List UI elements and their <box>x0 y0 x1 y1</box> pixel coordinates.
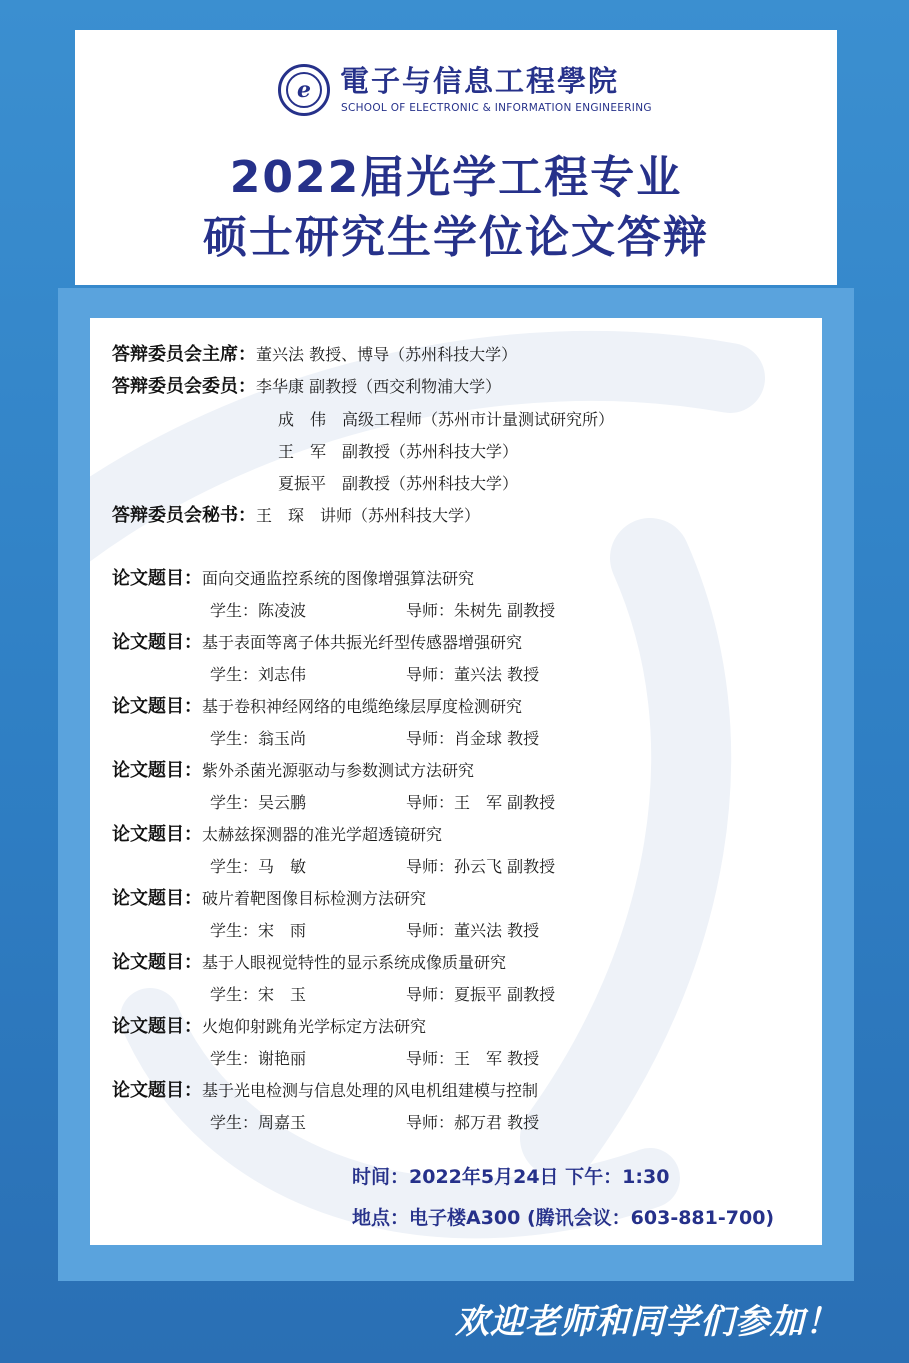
thesis-title-row <box>112 568 474 590</box>
thesis-title-row <box>112 1016 426 1038</box>
thesis-title: 基于人眼视觉特性的显示系统成像质量研究 <box>202 953 507 972</box>
thesis-title-row <box>112 696 522 718</box>
thesis-advisor: 导师：孙云飞 副教授 <box>406 857 556 876</box>
thesis-title: 面向交通监控系统的图像增强算法研究 <box>202 569 475 588</box>
thesis-student: 学生：马 敏 <box>210 857 307 876</box>
thesis-advisor: 导师：朱树先 副教授 <box>406 601 556 620</box>
chair-label: 答辩委员会主席： <box>112 344 256 365</box>
thesis-title-row <box>112 952 506 974</box>
thesis-advisor: 导师：夏振平 副教授 <box>406 985 556 1004</box>
school-name-cn: 電子与信息工程學院 <box>340 64 620 98</box>
thesis-title-row <box>112 632 522 654</box>
logo-letter: e <box>286 72 322 108</box>
thesis-label: 论文题目： <box>112 824 202 845</box>
committee-members-row <box>112 376 501 398</box>
thesis-student: 学生：陈凌波 <box>210 601 307 620</box>
content-card <box>90 318 822 1245</box>
thesis-title: 基于卷积神经网络的电缆绝缘层厚度检测研究 <box>202 697 523 716</box>
thesis-title: 基于光电检测与信息处理的风电机组建模与控制 <box>202 1081 539 1100</box>
secretary-value: 王 琛 讲师（苏州科技大学） <box>256 506 481 525</box>
thesis-advisor: 导师：董兴法 教授 <box>406 921 540 940</box>
title-line-1: 2022届光学工程专业 <box>229 152 683 203</box>
member-item: 王 军 副教授（苏州科技大学） <box>278 442 519 461</box>
thesis-advisor: 导师：董兴法 教授 <box>406 665 540 684</box>
member-item: 夏振平 副教授（苏州科技大学） <box>278 474 519 493</box>
member-item: 李华康 副教授（西交利物浦大学） <box>256 377 502 396</box>
thesis-student: 学生：吴云鹏 <box>210 793 307 812</box>
thesis-advisor: 导师：肖金球 教授 <box>406 729 540 748</box>
thesis-label: 论文题目： <box>112 632 202 653</box>
secretary-label: 答辩委员会秘书： <box>112 505 256 526</box>
thesis-title: 基于表面等离子体共振光纤型传感器增强研究 <box>202 633 523 652</box>
school-name-en: SCHOOL OF ELECTRONIC & INFORMATION ENGINEERING <box>341 102 652 114</box>
thesis-advisor: 导师：王 军 教授 <box>406 1049 540 1068</box>
thesis-student: 学生：宋 玉 <box>210 985 307 1004</box>
thesis-title: 破片着靶图像目标检测方法研究 <box>202 889 427 908</box>
committee-secretary-row <box>112 505 480 527</box>
thesis-label: 论文题目： <box>112 952 202 973</box>
school-logo-icon <box>278 64 330 116</box>
poster-title <box>75 148 837 268</box>
welcome-banner: 欢迎老师和同学们参加！ <box>455 1302 840 1342</box>
thesis-label: 论文题目： <box>112 1016 202 1037</box>
thesis-label: 论文题目： <box>112 696 202 717</box>
thesis-title: 火炮仰射跳角光学标定方法研究 <box>202 1017 427 1036</box>
defense-place: 地点：电子楼A300 (腾讯会议：603-881-700) <box>352 1207 775 1229</box>
member-item: 成 伟 高级工程师（苏州市计量测试研究所） <box>278 410 615 429</box>
committee-chair-row <box>112 344 517 366</box>
thesis-title-row <box>112 888 426 910</box>
thesis-label: 论文题目： <box>112 568 202 589</box>
thesis-title-row <box>112 824 442 846</box>
defense-time: 时间：2022年5月24日 下午：1:30 <box>352 1166 670 1188</box>
thesis-label: 论文题目： <box>112 1080 202 1101</box>
thesis-student: 学生：谢艳丽 <box>210 1049 307 1068</box>
thesis-label: 论文题目： <box>112 888 202 909</box>
chair-value: 董兴法 教授、博导（苏州科技大学） <box>256 345 518 364</box>
title-line-2: 硕士研究生学位论文答辩 <box>203 212 709 263</box>
thesis-title: 太赫兹探测器的准光学超透镜研究 <box>202 825 443 844</box>
thesis-advisor: 导师：郝万君 教授 <box>406 1113 540 1132</box>
thesis-student: 学生：翁玉尚 <box>210 729 307 748</box>
thesis-advisor: 导师：王 军 副教授 <box>406 793 556 812</box>
thesis-title-row <box>112 760 474 782</box>
thesis-student: 学生：宋 雨 <box>210 921 307 940</box>
thesis-student: 学生：周嘉玉 <box>210 1113 307 1132</box>
thesis-label: 论文题目： <box>112 760 202 781</box>
thesis-title-row <box>112 1080 538 1102</box>
thesis-title: 紫外杀菌光源驱动与参数测试方法研究 <box>202 761 475 780</box>
members-label: 答辩委员会委员： <box>112 376 256 397</box>
thesis-student: 学生：刘志伟 <box>210 665 307 684</box>
